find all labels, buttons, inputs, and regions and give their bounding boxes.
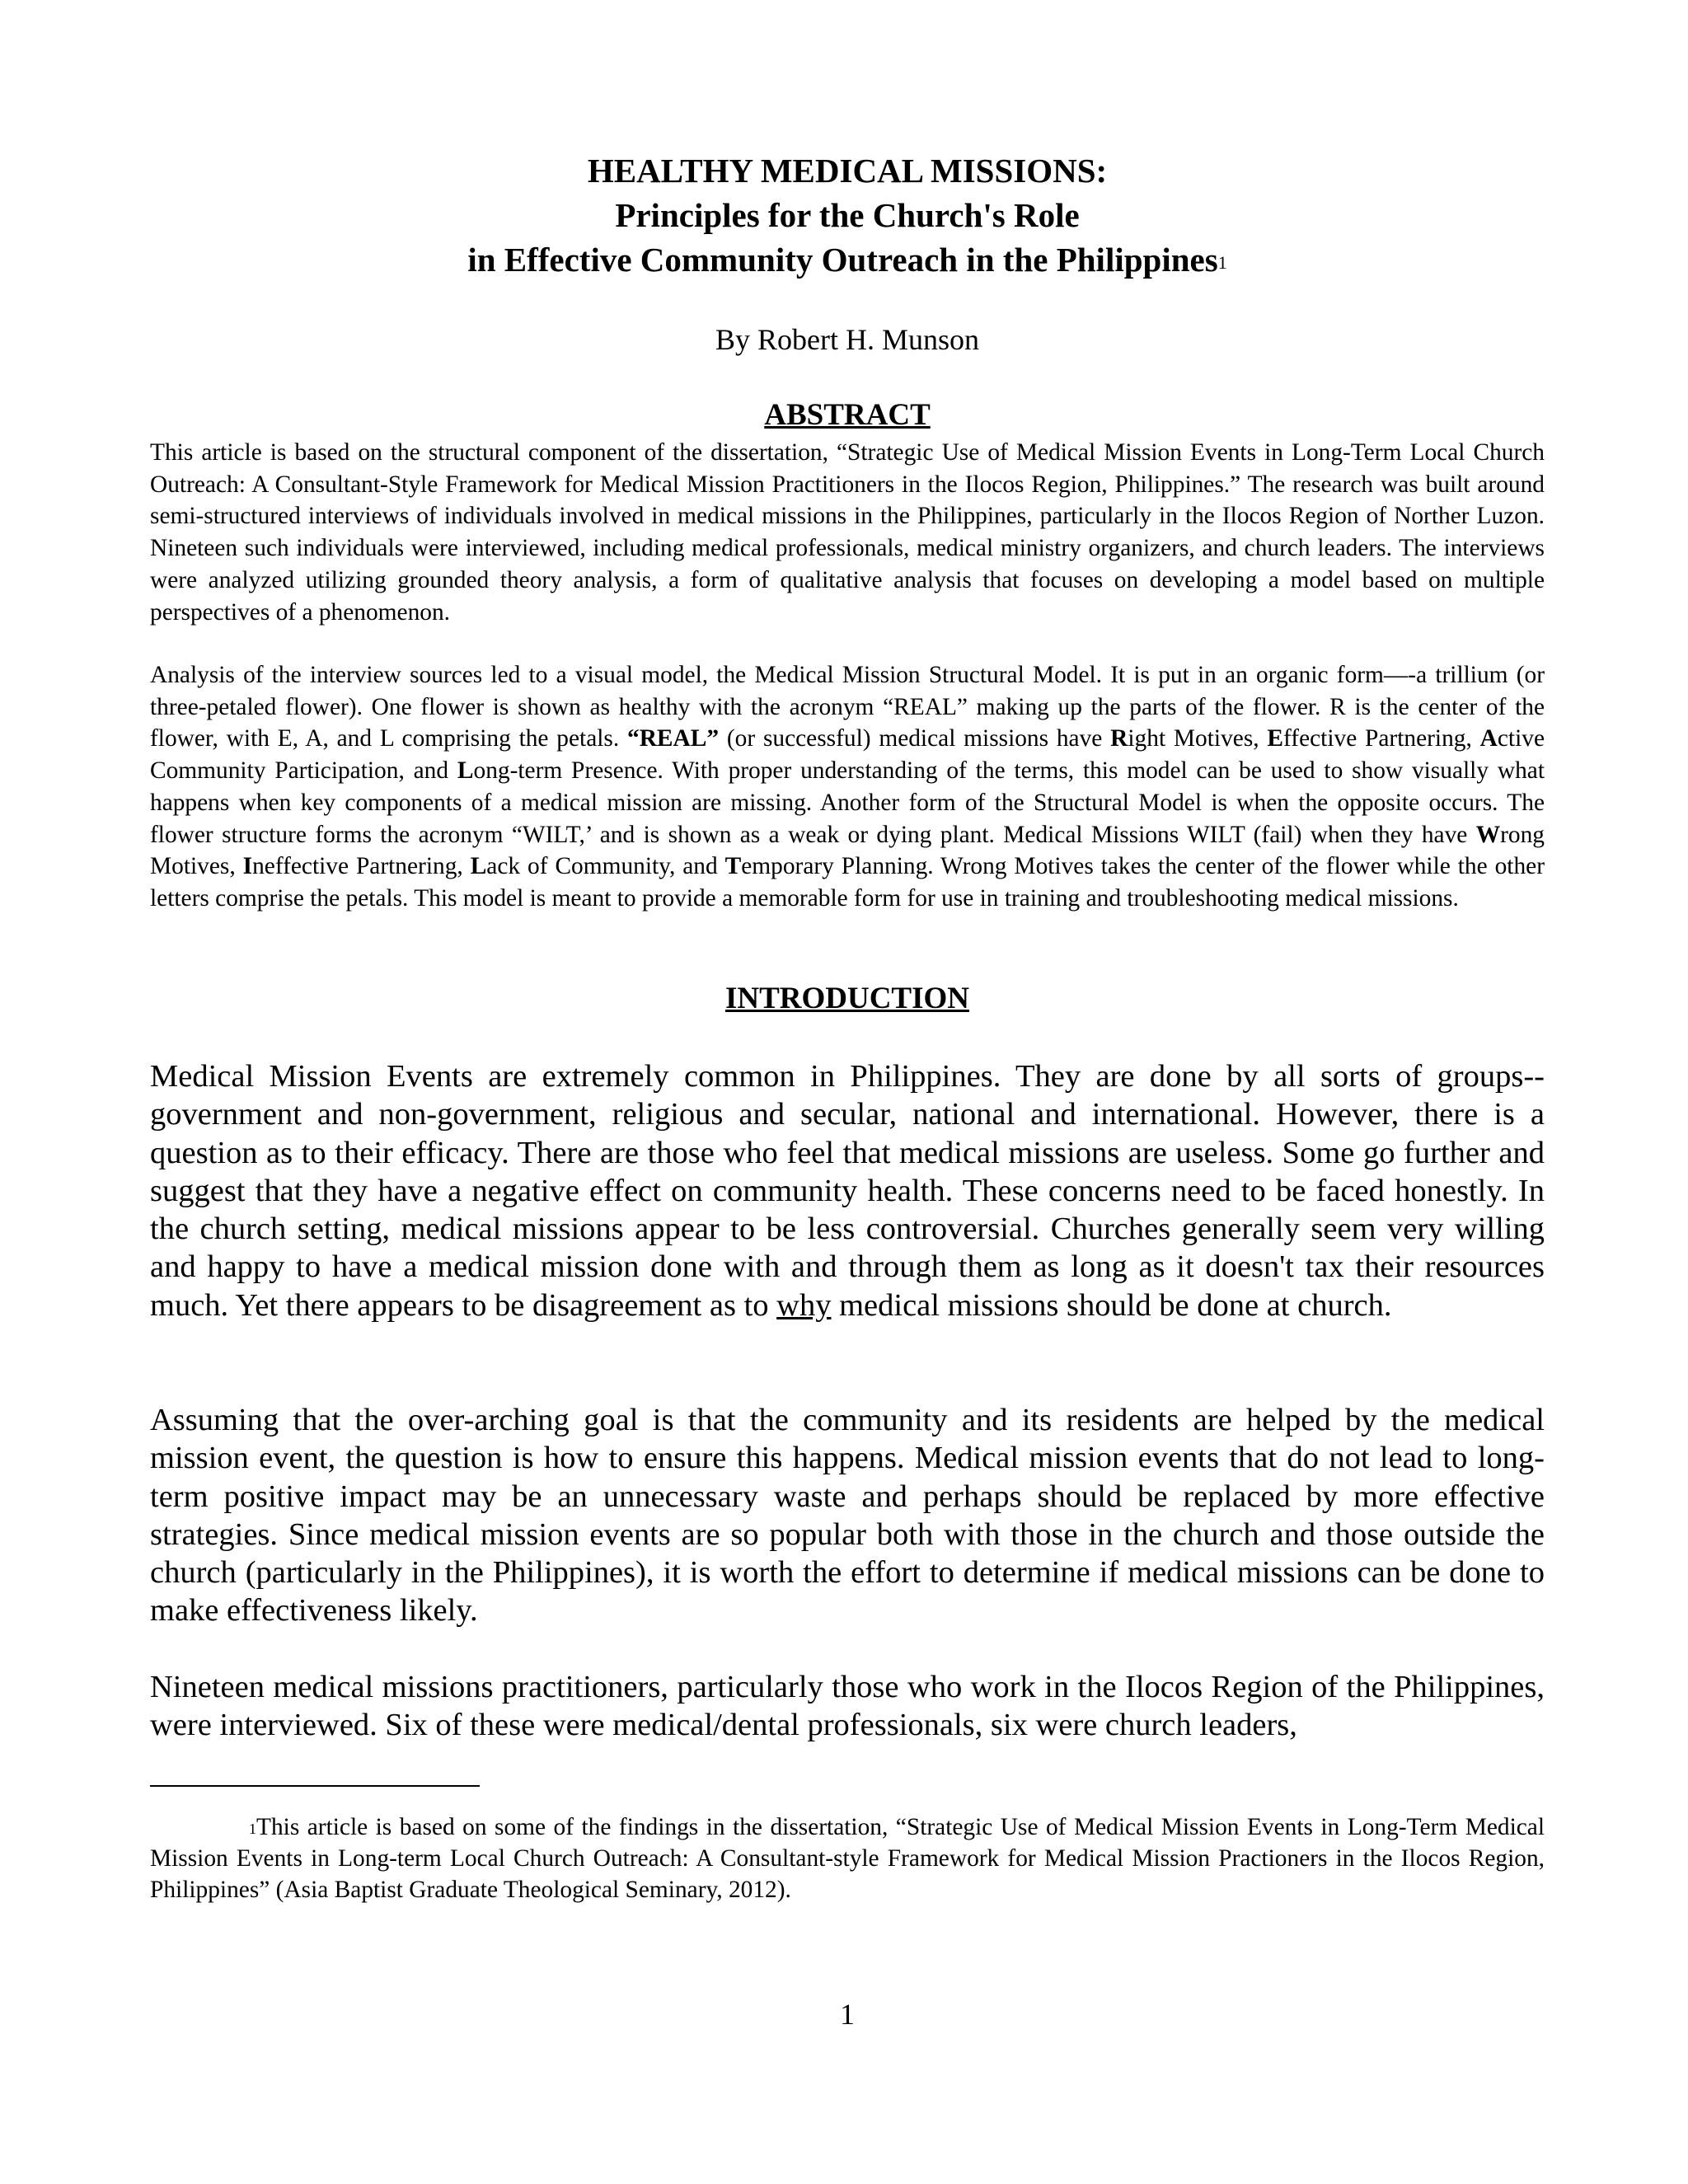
intro-p1-text-b: medical missions should be done at church. bbox=[831, 1287, 1392, 1323]
abstract-p2-l-rest: ong-term Presence. With proper understanding of the terms, this model can be used to show visually what happens when key components of a medical mission are missing. Another form of the Structural Model is when the opposite occurs. The flower structure forms the acronym “WILT,’ and is shown as a weak or dying plant. Medical Missions WILT (fail) when they have bbox=[150, 757, 1545, 848]
title-line-2: Principles for the Church's Role bbox=[615, 196, 1080, 234]
abstract-heading: ABSTRACT bbox=[764, 398, 931, 432]
abstract-p2-i-rest: neffective Partnering, bbox=[252, 853, 471, 880]
intro-p1-text-a: Medical Mission Events are extremely common in Philippines. They are done by all sorts of groups--government and non-government, religious and secular, national and international. However, there is a question as to their efficacy. There are those who feel that medical missions are useless. Some go further and suggest that they have a negative effect on community health. These concerns need to be faced honestly. In the church setting, medical missions appear to be less controversial. Churches generally seem very willing and happy to have a medical mission done with and through them as long as it doesn't tax their resources much. Yet there appears to be disagreement as to bbox=[150, 1059, 1545, 1323]
title-footnote-ref[interactable]: 1 bbox=[1217, 252, 1227, 273]
footnote-number: 1 bbox=[249, 1821, 256, 1837]
title-line-3: in Effective Community Outreach in the Philippines bbox=[467, 241, 1218, 279]
abstract-p2-text-a: Analysis of the interview sources led to a visual model, the Medical Mission Structural Model. It is put in an organic form—-a trillium (or three-petaled flower). One flower is shown as healthy with the acronym “REAL” making up the parts of the flower. R is the center of the flower, with E, A, and L comprising the petals. bbox=[150, 662, 1545, 752]
abstract-p2-e-rest: ffective Partnering, bbox=[1283, 725, 1480, 752]
abstract-p2-a-rest: ctive Community Participation, and bbox=[150, 725, 1545, 785]
acronym-letter-i: I bbox=[242, 853, 253, 880]
intro-why-underlined: why bbox=[776, 1287, 832, 1323]
abstract-p2-l2-rest: ack of Community, and bbox=[486, 853, 725, 880]
acronym-letter-a: A bbox=[1479, 725, 1498, 752]
acronym-letter-e: E bbox=[1267, 725, 1284, 752]
abstract-p2-t-rest: emporary Planning. Wrong Motives takes the center of the flower while the other letters comprise the petals. This model is meant to provide a memorable form for use in training and troubleshooting medical missions. bbox=[150, 853, 1545, 912]
footnote-separator bbox=[150, 1785, 480, 1787]
abstract-real-bold: “REAL” bbox=[627, 725, 720, 752]
title-line-1: HEALTHY MEDICAL MISSIONS: bbox=[587, 152, 1108, 190]
introduction-paragraph-2: Assuming that the over-arching goal is that the community and its residents are helped by the medical mission event, the question is how to ensure this happens. Medical mission events that do not lead to long-term positive impact may be an unnecessary waste and perhaps should be replaced by more effective strategies. Since medical mission events are so popular both with those in the church and those outside the church (particularly in the Philippines), it is worth the effort to determine if medical missions can be done to make effectiveness likely. bbox=[150, 1403, 1545, 1629]
abstract-paragraph-1: This article is based on the structural component of the dissertation, “Strategic Use of Medical Mission Events in Long-Term Local Church Outreach: A Consultant-Style Framework for Medical Mission Practitioners in the Ilocos Region, Philippines.” The research was built around semi-structured interviews of individuals involved in medical missions in the Philippines, particularly in the Ilocos Region of Norther Luzon. Nineteen such individuals were interviewed, including medical professionals, medical ministry organizers, and church leaders. The interviews were analyzed utilizing grounded theory analysis, a form of qualitative analysis that focuses on developing a model based on multiple perspectives of a phenomenon. bbox=[150, 439, 1545, 626]
abstract-paragraph-2 bbox=[150, 659, 1545, 915]
abstract-p2-w-rest: rong Motives, bbox=[150, 821, 1545, 880]
footnote-text: This article is based on some of the findings in the dissertation, “Strategic Use of Medical Mission Events in Long-Term Medical Mission Events in Long-term Local Church Outreach: A Consultant-style Framework for Medical Mission Practioners in the Ilocos Region, Philippines” (Asia Baptist Graduate Theological Seminary, 2012). bbox=[150, 1814, 1545, 1903]
acronym-letter-l: L bbox=[457, 757, 474, 785]
author-byline: By Robert H. Munson bbox=[715, 323, 979, 356]
page-number: 1 bbox=[840, 1998, 855, 2031]
introduction-paragraph-3: Nineteen medical missions practitioners, particularly those who work in the Ilocos Region of the Philippines, were interviewed. Six of these were medical/dental professionals, six were church leaders, bbox=[150, 1670, 1545, 1743]
acronym-letter-t: T bbox=[724, 853, 742, 880]
abstract-p2-text-b: (or successful) medical missions have bbox=[719, 725, 1111, 752]
introduction-paragraph-1 bbox=[150, 1057, 1545, 1324]
acronym-letter-l2: L bbox=[470, 853, 487, 880]
article-title bbox=[150, 148, 1545, 282]
footnote-1 bbox=[150, 1811, 1545, 1905]
introduction-heading: INTRODUCTION bbox=[724, 982, 970, 1015]
abstract-p2-r-rest: ight Motives, bbox=[1128, 725, 1268, 752]
acronym-letter-w: W bbox=[1475, 821, 1501, 848]
acronym-letter-r: R bbox=[1110, 725, 1128, 752]
